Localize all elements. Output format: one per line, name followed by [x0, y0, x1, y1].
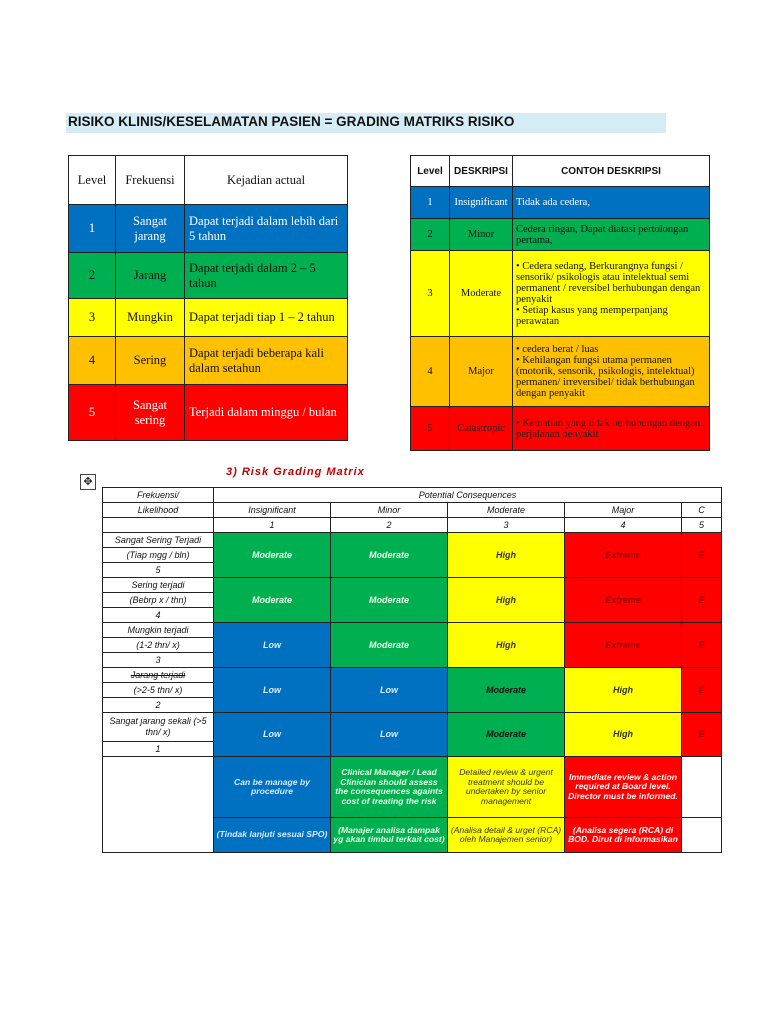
frekuensi-cell: Sangat sering: [116, 385, 185, 441]
impact-table: [410, 155, 710, 451]
corner-frekuensi: Frekuensi/: [103, 488, 214, 503]
actions-label-blank: [103, 757, 214, 853]
header-frekuensi: Frekuensi: [116, 156, 185, 205]
row-num: 3: [103, 653, 214, 668]
contoh-line: • cedera berat / luas: [516, 344, 599, 355]
matrix-row-4: [103, 578, 722, 593]
impact-row-5: [411, 407, 710, 451]
matrix-cell: Low: [331, 668, 448, 713]
matrix-cell: Low: [331, 713, 448, 757]
contoh-line: • Kehilangan fungsi utama permanen (motorik, sensorik, psikologis, intelektual) permanen/ irreversibel/ tidak berhubungan dengan penyakit: [516, 355, 695, 399]
action-en: Clinical Manager / Lead Clinician should assess the consequences againts cost of treating the risk: [331, 757, 448, 818]
impact-table-wrapper: [410, 155, 701, 450]
contoh-cell: Cedera ringan, Dapat diatasi pertolongan pertama,: [513, 219, 710, 251]
matrix-header-row-2: [103, 503, 722, 518]
col-catastrophic: C: [682, 503, 722, 518]
likelihood-row-1: [69, 205, 348, 253]
action-id: (Analisa detail & urget (RCA) oleh Manajemen senior): [448, 818, 565, 853]
matrix-cell: Moderate: [331, 578, 448, 623]
contoh-cell: Tidak ada cedera,: [513, 187, 710, 219]
col-num: 3: [448, 518, 565, 533]
matrix-cell: E: [682, 713, 722, 757]
frekuensi-cell: Sering: [116, 337, 185, 385]
action-id: (Tindak lanjuti sesuai SPO): [214, 818, 331, 853]
risk-grading-matrix: [102, 487, 722, 853]
matrix-cell: Extreme: [565, 578, 682, 623]
matrix-row-2: [103, 668, 722, 683]
row-label: Sangat jarang sekali (>5 thn/ x): [103, 713, 214, 742]
header-level: Level: [69, 156, 116, 205]
matrix-row-3: [103, 623, 722, 638]
level-cell: 4: [411, 337, 450, 407]
matrix-actions-en-row: [103, 757, 722, 818]
row-label: Mungkin terjadi: [103, 623, 214, 638]
matrix-cell: E: [682, 533, 722, 578]
matrix-cell: High: [448, 578, 565, 623]
kejadian-cell: Dapat terjadi dalam lebih dari 5 tahun: [185, 205, 348, 253]
row-num: 2: [103, 698, 214, 713]
action-en-blank: [682, 757, 722, 818]
header-deskripsi: DESKRIPSI: [450, 156, 513, 187]
corner-blank: [103, 518, 214, 533]
impact-row-3: [411, 251, 710, 337]
contoh-line: • Cedera sedang, Berkurangnya fungsi / sensorik/ psikologis atau intelektual semi permanent / reversibel berhubungan dengan penyakit: [516, 260, 701, 305]
matrix-row-5: [103, 533, 722, 548]
level-cell: 5: [411, 407, 450, 451]
level-cell: 2: [69, 253, 116, 299]
matrix-cell: High: [448, 623, 565, 668]
matrix-header-row-3: [103, 518, 722, 533]
matrix-row-1: [103, 713, 722, 742]
deskripsi-cell: Moderate: [450, 251, 513, 337]
matrix-cell: Low: [214, 668, 331, 713]
action-id-blank: [682, 818, 722, 853]
contoh-cell: [513, 337, 710, 407]
frekuensi-cell: Mungkin: [116, 299, 185, 337]
impact-header-row: [411, 156, 710, 187]
likelihood-row-3: [69, 299, 348, 337]
matrix-cell: Extreme: [565, 623, 682, 668]
matrix-cell: E: [682, 668, 722, 713]
level-cell: 3: [69, 299, 116, 337]
matrix-cell: Moderate: [214, 533, 331, 578]
title-bar: [66, 113, 666, 133]
matrix-cell: High: [565, 713, 682, 757]
action-en: Detailed review & urgent treatment should be undertaken by senior management: [448, 757, 565, 818]
row-sublabel: (>2-5 thn/ x): [103, 683, 214, 698]
row-sublabel: (Bebrp x / thn): [103, 593, 214, 608]
deskripsi-cell: Minor: [450, 219, 513, 251]
action-en: Immediate review & action required at Board level. Director must be informed.: [565, 757, 682, 818]
row-sublabel: (Tiap mgg / bln): [103, 548, 214, 563]
matrix-cell: Moderate: [214, 578, 331, 623]
header-contoh: CONTOH DESKRIPSI: [513, 156, 710, 187]
matrix-cell: E: [682, 623, 722, 668]
level-cell: 2: [411, 219, 450, 251]
matrix-cell: Low: [214, 623, 331, 668]
impact-row-2: [411, 219, 710, 251]
kejadian-cell: Dapat terjadi beberapa kali dalam setahun: [185, 337, 348, 385]
col-num: 4: [565, 518, 682, 533]
level-cell: 3: [411, 251, 450, 337]
row-label: Jarang terjadi: [103, 668, 214, 683]
likelihood-row-4: [69, 337, 348, 385]
likelihood-header-row: [69, 156, 348, 205]
matrix-cell: Moderate: [331, 623, 448, 668]
frekuensi-cell: Jarang: [116, 253, 185, 299]
row-label: Sering terjadi: [103, 578, 214, 593]
impact-row-1: [411, 187, 710, 219]
matrix-cell: Extreme: [565, 533, 682, 578]
col-moderate: Moderate: [448, 503, 565, 518]
col-major: Major: [565, 503, 682, 518]
matrix-title: 3) Risk Grading Matrix: [226, 466, 365, 478]
contoh-cell: [513, 251, 710, 337]
consequence-header: Potential Consequences: [214, 488, 722, 503]
row-num: 4: [103, 608, 214, 623]
matrix-cell: Low: [214, 713, 331, 757]
likelihood-table: [68, 155, 348, 441]
kejadian-cell: Dapat terjadi tiap 1 – 2 tahun: [185, 299, 348, 337]
move-handle-icon[interactable]: ✥: [80, 474, 96, 490]
level-cell: 1: [411, 187, 450, 219]
header-level: Level: [411, 156, 450, 187]
contoh-cell: • Kematian yang tidak berhubungan dengan perjalanan penyakit: [513, 407, 710, 451]
row-sublabel: (1-2 thn/ x): [103, 638, 214, 653]
header-kejadian: Kejadian actual: [185, 156, 348, 205]
deskripsi-cell: Insignificant: [450, 187, 513, 219]
contoh-line: • Setiap kasus yang memperpanjang perawatan: [516, 304, 668, 327]
matrix-cell: Moderate: [448, 713, 565, 757]
action-id: (Analisa segera (RCA) di BOD. Dirut di informasikan: [565, 818, 682, 853]
matrix-cell: Moderate: [331, 533, 448, 578]
row-num: 1: [103, 742, 214, 757]
col-num: 5: [682, 518, 722, 533]
matrix-cell: E: [682, 578, 722, 623]
kejadian-cell: Dapat terjadi dalam 2 – 5 tahun: [185, 253, 348, 299]
matrix-cell: High: [448, 533, 565, 578]
col-num: 1: [214, 518, 331, 533]
likelihood-row-5: [69, 385, 348, 441]
level-cell: 4: [69, 337, 116, 385]
deskripsi-cell: Catastropic: [450, 407, 513, 451]
col-num: 2: [331, 518, 448, 533]
action-en: Can be manage by procedure: [214, 757, 331, 818]
matrix-cell: High: [565, 668, 682, 713]
col-insignificant: Insignificant: [214, 503, 331, 518]
matrix-cell: Moderate: [448, 668, 565, 713]
level-cell: 1: [69, 205, 116, 253]
matrix-wrapper: [102, 487, 705, 844]
matrix-header-row-1: [103, 488, 722, 503]
action-id: (Manajer analisa dampak yg akan timbul terkait cost): [331, 818, 448, 853]
frekuensi-cell: Sangat jarang: [116, 205, 185, 253]
page-title: RISIKO KLINIS/KESELAMATAN PASIEN = GRADING MATRIKS RISIKO: [68, 114, 515, 129]
level-cell: 5: [69, 385, 116, 441]
row-label: Sangat Sering Terjadi: [103, 533, 214, 548]
impact-row-4: [411, 337, 710, 407]
kejadian-cell: Terjadi dalam minggu / bulan: [185, 385, 348, 441]
likelihood-row-2: [69, 253, 348, 299]
row-num: 5: [103, 563, 214, 578]
deskripsi-cell: Major: [450, 337, 513, 407]
corner-likelihood: Likelihood: [103, 503, 214, 518]
col-minor: Minor: [331, 503, 448, 518]
